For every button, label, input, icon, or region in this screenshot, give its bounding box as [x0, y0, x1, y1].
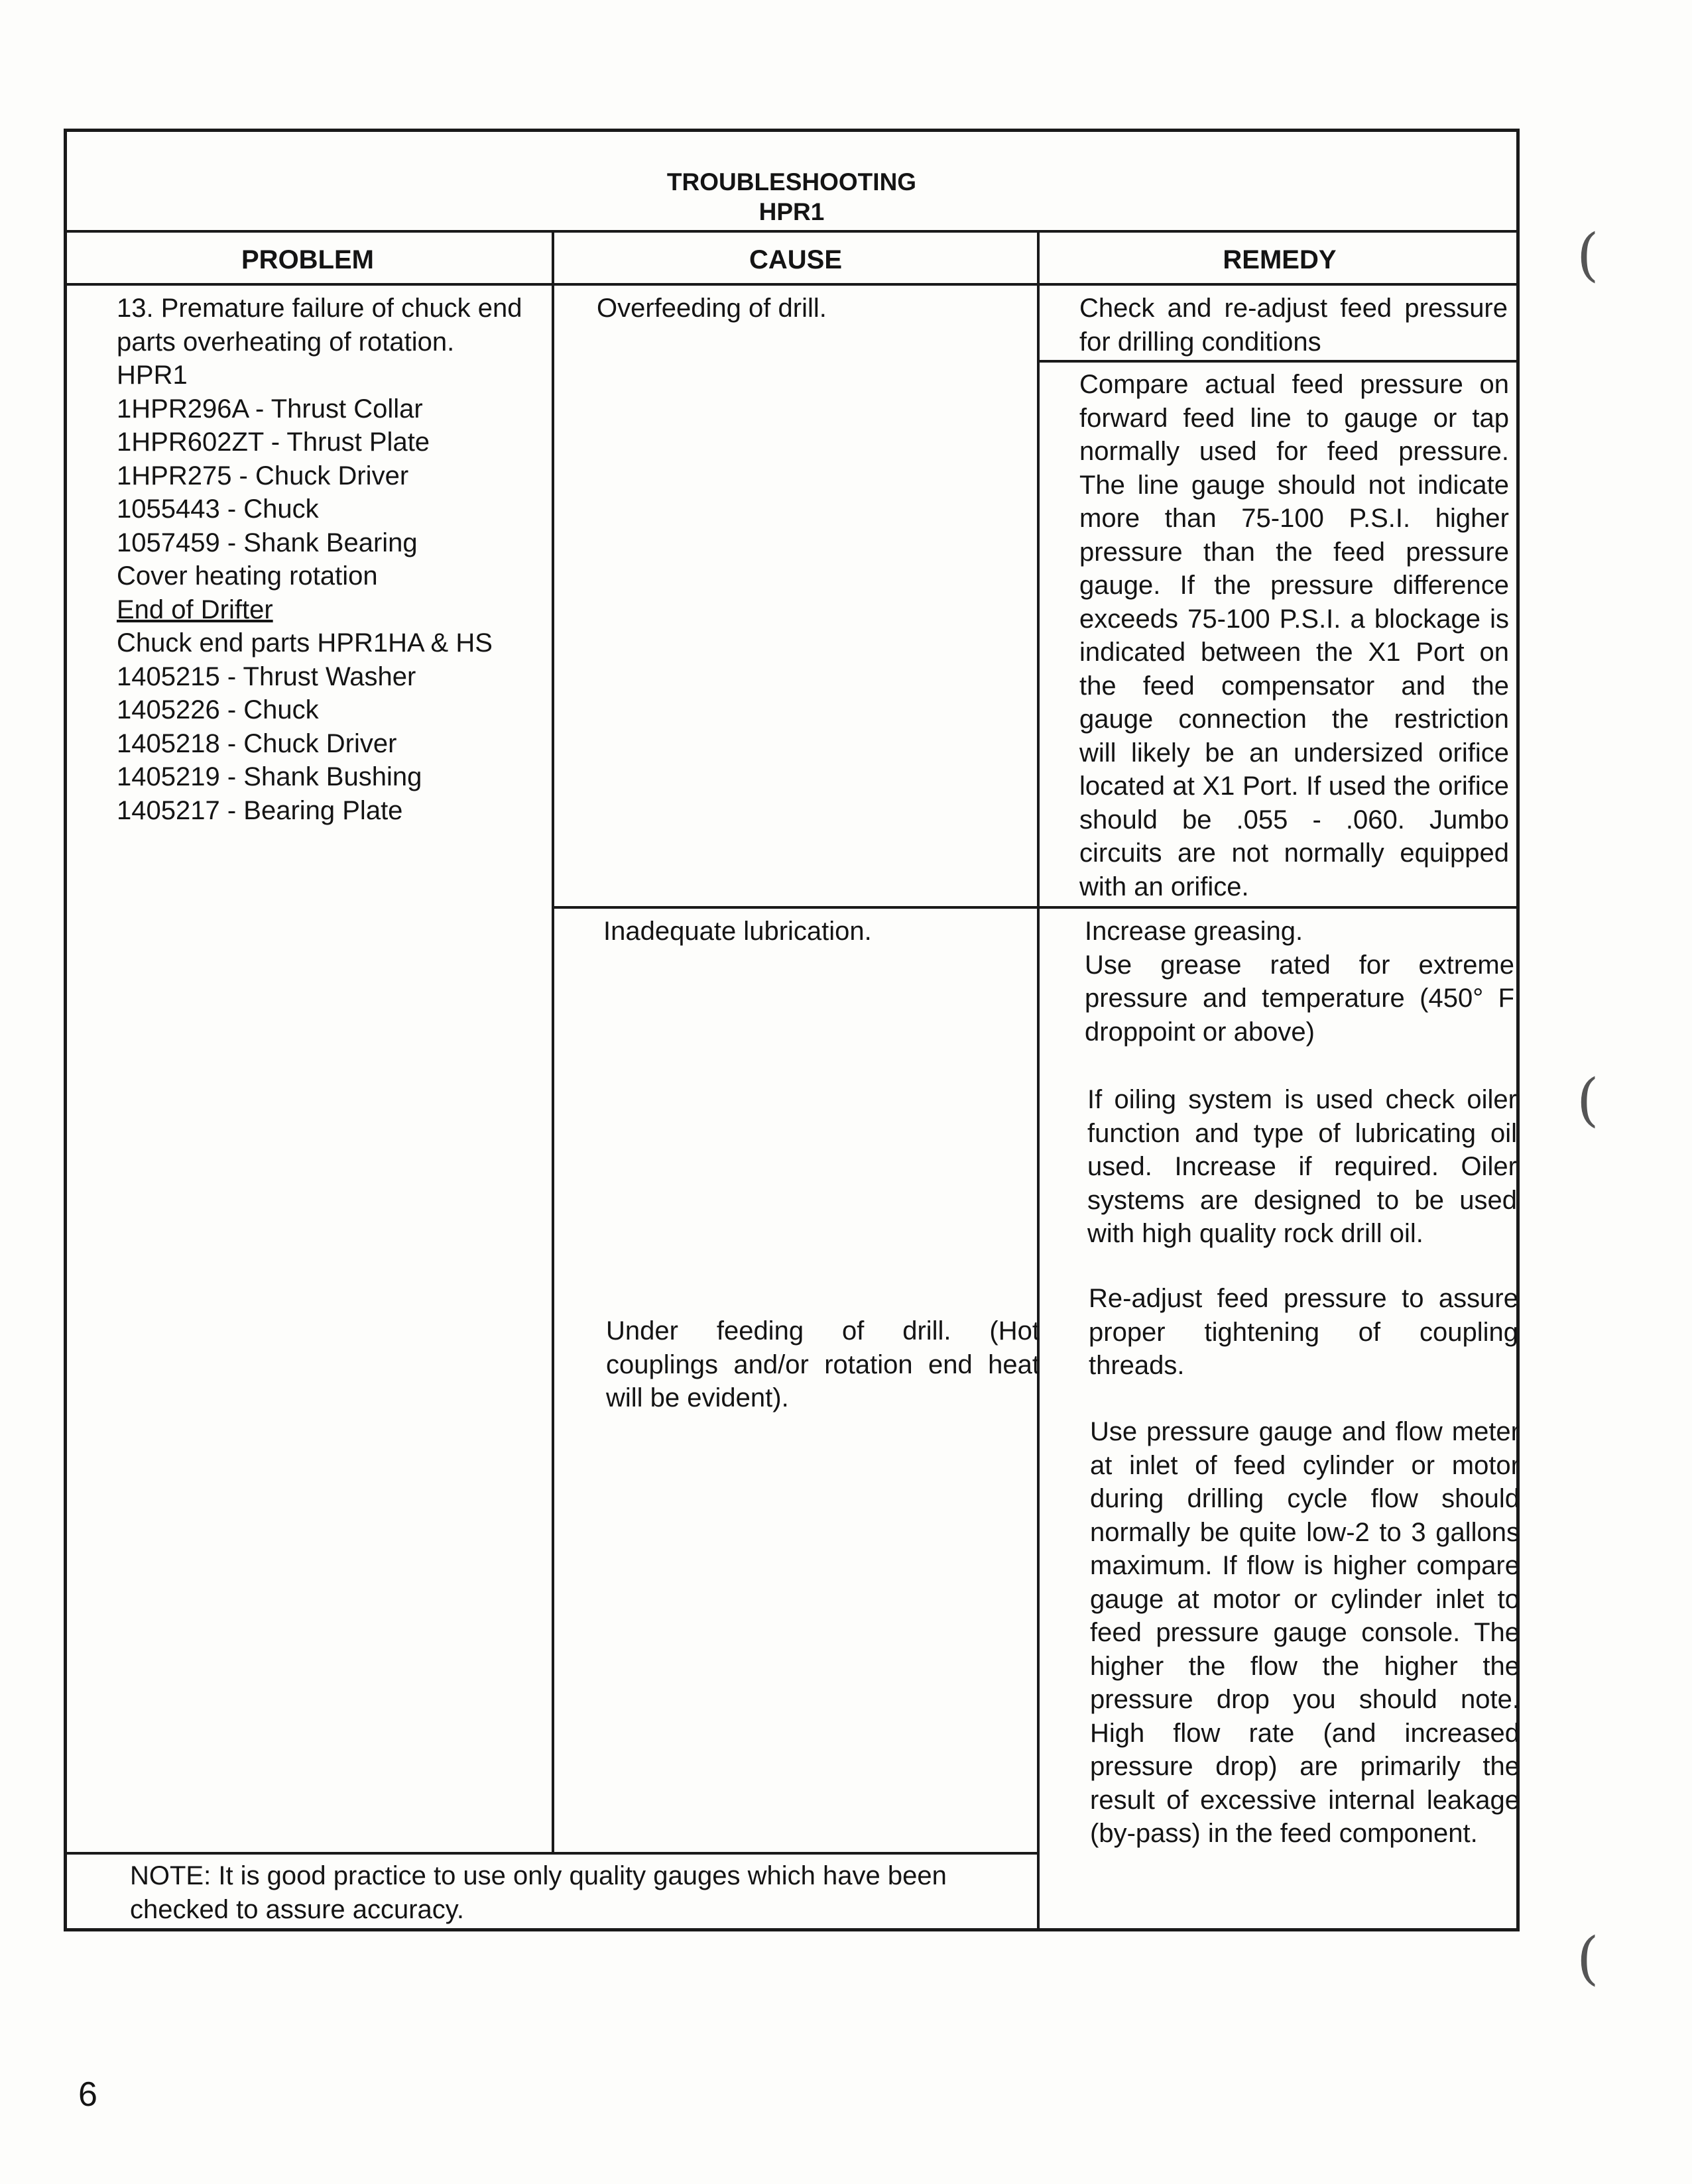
remedy-line: Use grease rated for extreme [1085, 950, 1514, 980]
problem-line: 1405218 - Chuck Driver [117, 728, 397, 758]
cause-row-divider [553, 906, 1520, 909]
remedy-line: pressure drop you should note. [1090, 1685, 1520, 1714]
remedy-line: gauge connection the restriction [1079, 705, 1509, 734]
binder-hole-mark: ( [1577, 1067, 1599, 1133]
table-title: TROUBLESHOOTING [666, 168, 917, 196]
remedy-2 [1079, 368, 1509, 903]
remedy-line: will likely be an undersized orifice [1079, 738, 1509, 768]
remedy-line: with high quality rock drill oil. [1087, 1219, 1423, 1248]
note-line: checked to assure accuracy. [130, 1894, 464, 1924]
remedy-line: function and type of lubricating oil [1087, 1118, 1517, 1148]
remedy-line: normally used for feed pressure. [1079, 437, 1509, 466]
remedy-6 [1090, 1415, 1520, 1851]
page-number: 6 [78, 2075, 97, 2114]
remedy-line: exceeds 75-100 P.S.I. a blockage is [1079, 604, 1509, 634]
problem-line: 1HPR296A - Thrust Collar [117, 394, 423, 424]
remedy-line: gauge. If the pressure difference [1079, 571, 1509, 600]
remedy-line: If oiling system is used check oiler [1087, 1085, 1517, 1114]
remedy-line: normally be quite low-2 to 3 gallons [1090, 1517, 1520, 1547]
remedy-line: Compare actual feed pressure on [1079, 370, 1509, 399]
problem-line: 1405215 - Thrust Washer [117, 661, 416, 691]
problem-line: 1055443 - Chuck [117, 494, 319, 524]
binder-hole-mark: ( [1577, 1925, 1599, 1992]
problem-line: parts overheating of rotation. [117, 327, 455, 357]
remedy-line: higher the flow the higher the [1090, 1651, 1520, 1681]
remedy-line: for drilling conditions [1079, 327, 1321, 357]
remedy-line: The line gauge should not indicate [1079, 470, 1509, 500]
remedy-line: (by-pass) in the feed component. [1090, 1819, 1478, 1848]
problem-line: 1405219 - Shank Bushing [117, 762, 422, 791]
remedy-line: located at X1 Port. If used the orifice [1079, 772, 1509, 801]
remedy-3 [1085, 915, 1514, 1049]
remedy-line: gauge at motor or cylinder inlet to [1090, 1584, 1520, 1614]
remedy-line: forward feed line to gauge or tap [1079, 403, 1509, 433]
remedy-line: Re-adjust feed pressure to assure [1089, 1284, 1518, 1313]
remedy-line: droppoint or above) [1085, 1017, 1315, 1047]
remedy-line: systems are designed to be used [1087, 1185, 1517, 1215]
problem-line: End of Drifter [117, 595, 273, 624]
problem-line: 1405217 - Bearing Plate [117, 795, 403, 825]
problem-line: HPR1 [117, 361, 188, 390]
cause-underfeeding [606, 1314, 1040, 1415]
cause-lubrication [603, 915, 1028, 948]
cause-line: Overfeeding of drill. [597, 294, 827, 323]
remedy-line: should be .055 - .060. Jumbo [1079, 805, 1509, 834]
header-problem: PROBLEM [241, 245, 374, 274]
cause-overfeeding [597, 292, 1028, 325]
remedy-line: more than 75-100 P.S.I. higher [1079, 504, 1509, 533]
remedy-line: High flow rate (and increased [1090, 1718, 1520, 1748]
column-divider-1 [552, 231, 554, 1853]
remedy-line: pressure than the feed pressure [1079, 537, 1509, 567]
remedy-line: pressure and temperature (450° F [1085, 984, 1514, 1013]
remedy-line: proper tightening of coupling [1089, 1317, 1518, 1347]
title-divider [64, 230, 1520, 233]
problem-line: 1057459 - Shank Bearing [117, 528, 418, 557]
header-remedy: REMEDY [1223, 245, 1337, 274]
remedy-5 [1089, 1282, 1518, 1383]
problem-line: 1405226 - Chuck [117, 695, 319, 724]
problem-line: 1HPR275 - Chuck Driver [117, 461, 409, 490]
remedy-row-divider [1038, 360, 1520, 363]
note-line: NOTE: It is good practice to use only quality gauges which have been [130, 1861, 947, 1890]
remedy-line: the feed compensator and the [1079, 671, 1509, 701]
note-divider [64, 1852, 1038, 1855]
remedy-line: maximum. If flow is higher compare [1090, 1551, 1520, 1580]
remedy-line: result of excessive internal leakage [1090, 1785, 1520, 1815]
cause-line: couplings and/or rotation end heat [606, 1350, 1040, 1379]
table-subtitle: HPR1 [758, 198, 825, 225]
header-cause: CAUSE [749, 245, 843, 274]
note-cell [130, 1859, 1036, 1926]
remedy-line: with an orifice. [1079, 872, 1249, 901]
column-divider-2 [1037, 231, 1040, 1931]
cause-line: Inadequate lubrication. [603, 917, 872, 946]
remedy-line: circuits are not normally equipped [1079, 838, 1509, 868]
remedy-line: Increase greasing. [1085, 917, 1303, 946]
remedy-line: used. Increase if required. Oiler [1087, 1152, 1517, 1181]
remedy-line: Check and re-adjust feed pressure [1079, 294, 1508, 323]
problem-cell [117, 292, 549, 827]
problem-line: Cover heating rotation [117, 561, 378, 591]
cause-line: Under feeding of drill. (Hot [606, 1316, 1040, 1346]
problem-line: Chuck end parts HPR1HA & HS [117, 628, 493, 658]
remedy-line: at inlet of feed cylinder or motor [1090, 1450, 1520, 1480]
remedy-line: during drilling cycle flow should [1090, 1484, 1520, 1513]
remedy-4 [1087, 1083, 1517, 1251]
remedy-line: Use pressure gauge and flow meter [1090, 1417, 1520, 1446]
problem-line: 13. Premature failure of chuck end [117, 294, 522, 323]
remedy-line: pressure drop) are primarily the [1090, 1752, 1520, 1781]
remedy-1 [1079, 292, 1508, 359]
problem-line: 1HPR602ZT - Thrust Plate [117, 428, 430, 457]
remedy-line: threads. [1089, 1351, 1185, 1380]
remedy-line: indicated between the X1 Port on [1079, 638, 1509, 667]
header-divider [64, 283, 1520, 286]
binder-hole-mark: ( [1577, 222, 1599, 288]
cause-line: will be evident). [606, 1383, 789, 1412]
remedy-line: feed pressure gauge console. The [1090, 1618, 1520, 1647]
